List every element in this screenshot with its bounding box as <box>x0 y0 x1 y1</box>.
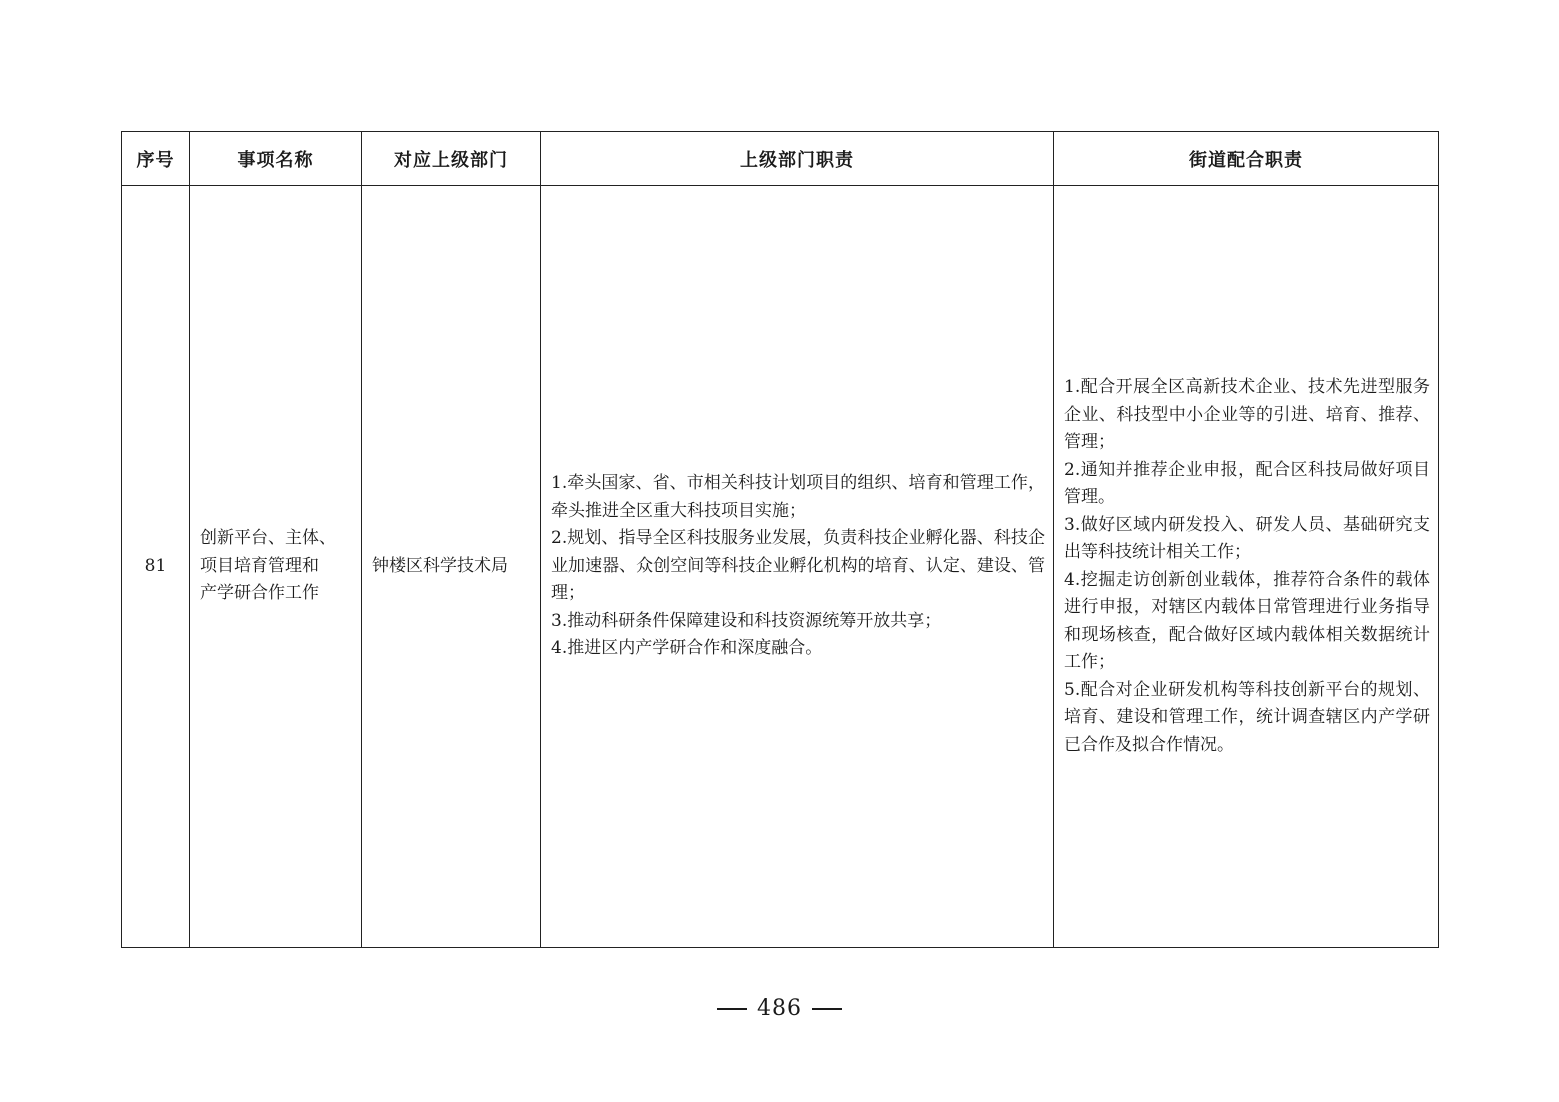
item-name-line: 产学研合作工作 <box>200 583 319 604</box>
page-number: 486 <box>757 996 802 1021</box>
header-street-duties: 街道配合职责 <box>1054 132 1439 186</box>
responsibility-table <box>121 131 1439 948</box>
street-duty-item: 5.配合对企业研发机构等科技创新平台的规划、培育、建设和管理工作，统计调查辖区内产学研已合作及拟合作情况。 <box>1064 679 1430 755</box>
dash-left-decoration <box>717 1008 747 1010</box>
cell-serial-number: 81 <box>122 186 190 948</box>
cell-superior-department: 钟楼区科学技术局 <box>362 186 541 948</box>
table-row <box>122 186 1439 948</box>
duty-item: 4.推进区内产学研合作和深度融合。 <box>551 638 823 659</box>
street-duty-item: 3.做好区域内研发投入、研发人员、基础研究支出等科技统计相关工作； <box>1064 514 1430 562</box>
cell-item-name <box>190 186 362 948</box>
duty-item: 1.牵头国家、省、市相关科技计划项目的组织、培育和管理工作，牵头推进全区重大科技项目实施； <box>551 473 1045 521</box>
street-duty-item: 4.挖掘走访创新创业载体，推荐符合条件的载体进行申报，对辖区内载体日常管理进行业务指导和现场核查，配合做好区域内载体相关数据统计工作； <box>1064 569 1430 672</box>
cell-superior-duties <box>541 186 1054 948</box>
duty-item: 3.推动科研条件保障建设和科技资源统筹开放共享； <box>551 610 942 631</box>
duty-item: 2.规划、指导全区科技服务业发展，负责科技企业孵化器、科技企业加速器、众创空间等科技企业孵化机构的培育、认定、建设、管理； <box>551 528 1045 604</box>
page-footer <box>0 996 1559 1021</box>
item-name-line: 创新平台、主体、 <box>200 528 336 549</box>
header-serial-number: 序号 <box>122 132 190 186</box>
table-header-row <box>122 132 1439 186</box>
header-superior-duties: 上级部门职责 <box>541 132 1054 186</box>
dash-right-decoration <box>812 1008 842 1010</box>
header-item-name: 事项名称 <box>190 132 362 186</box>
cell-street-duties <box>1054 186 1439 948</box>
header-superior-department: 对应上级部门 <box>362 132 541 186</box>
item-name-line: 项目培育管理和 <box>200 555 319 576</box>
street-duty-item: 2.通知并推荐企业申报，配合区科技局做好项目管理。 <box>1064 459 1430 507</box>
street-duty-item: 1.配合开展全区高新技术企业、技术先进型服务企业、科技型中小企业等的引进、培育、推荐、管理； <box>1064 377 1430 452</box>
